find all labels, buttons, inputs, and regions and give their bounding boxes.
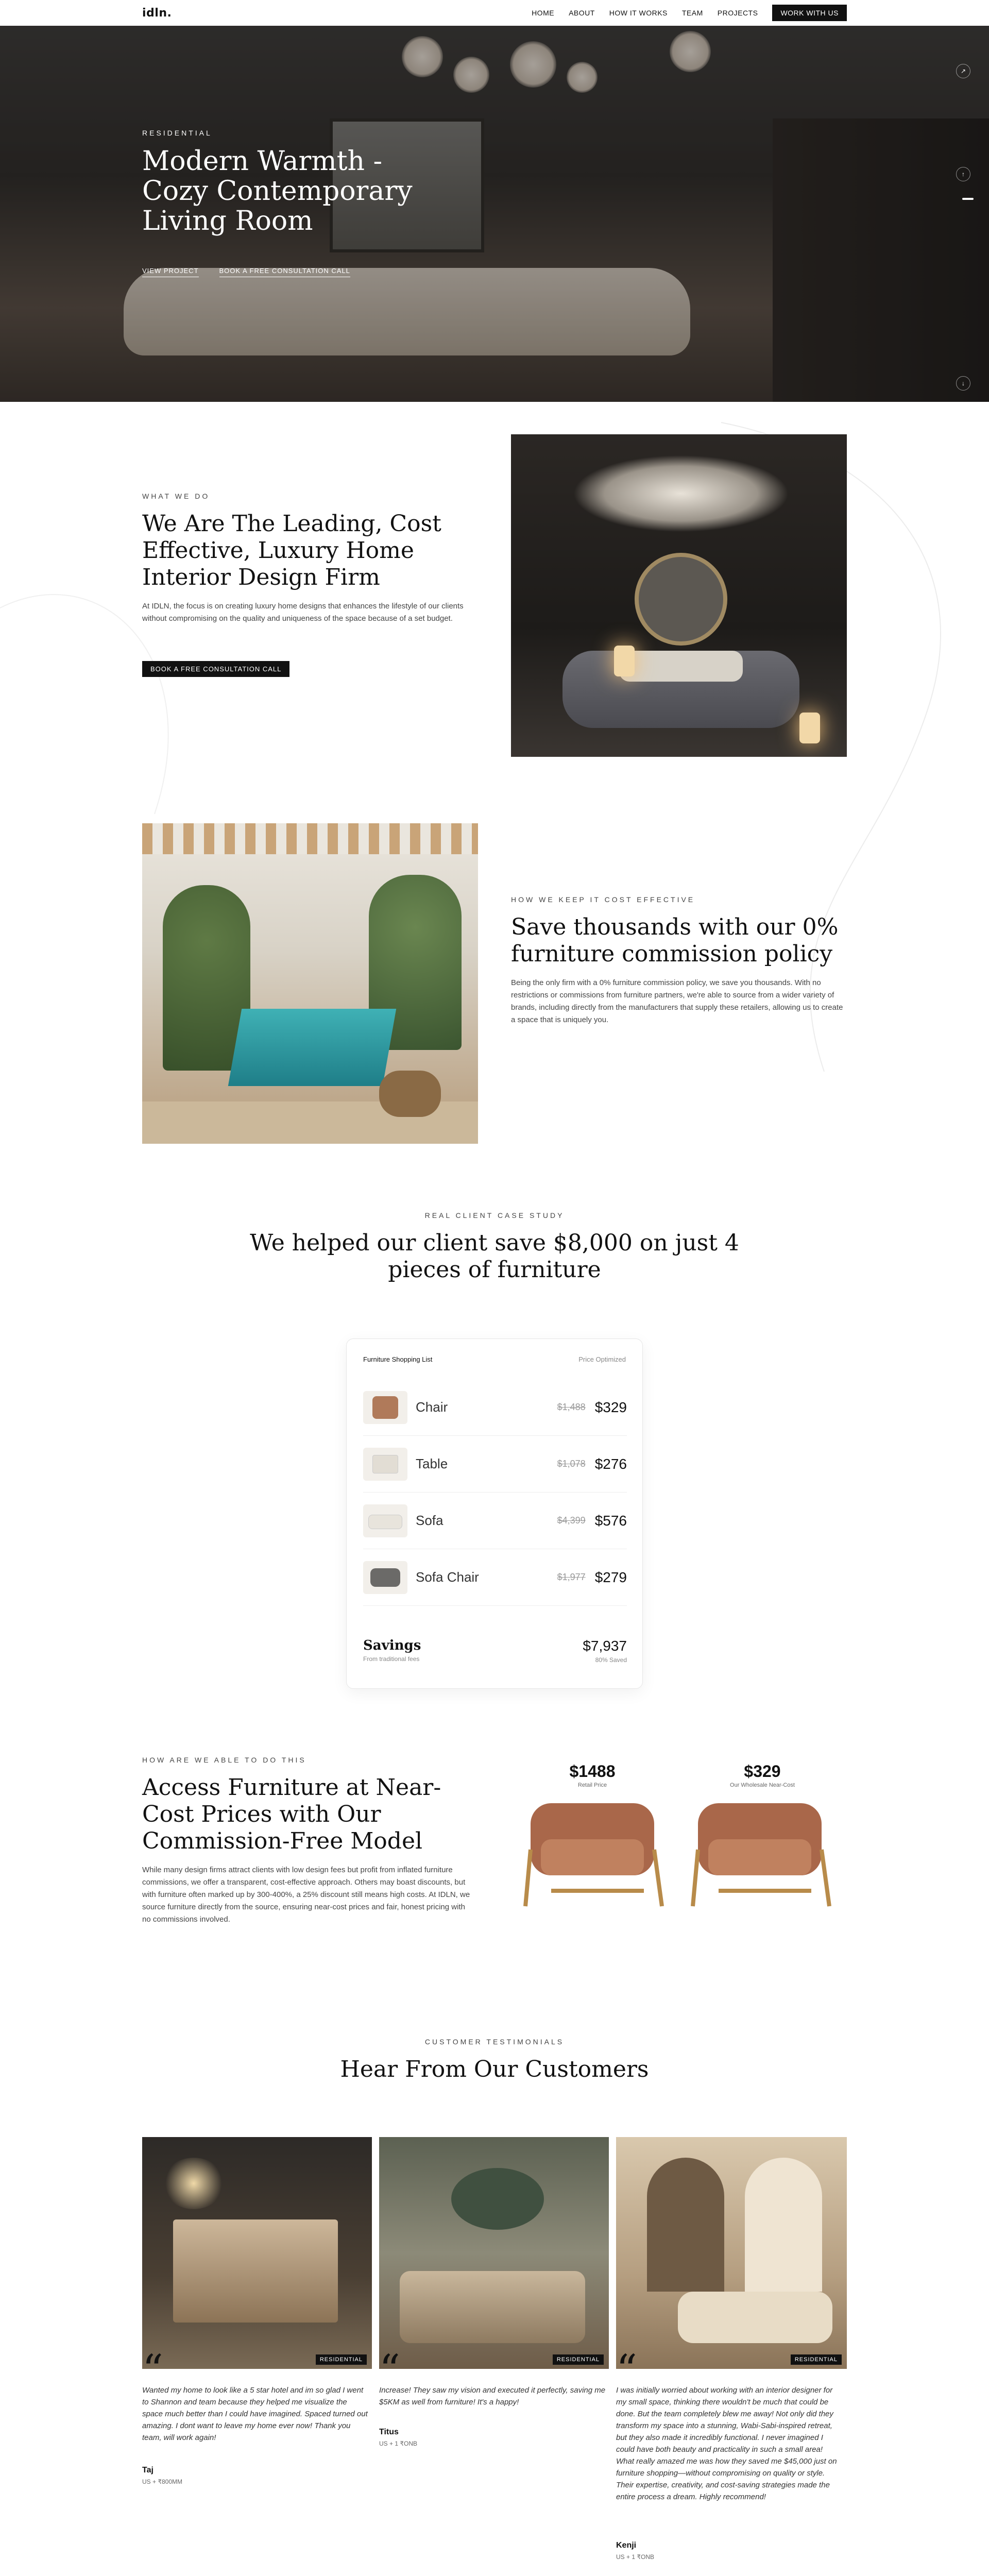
cost-effective-section — [511, 895, 846, 1026]
savings-sub: From traditional fees — [363, 1655, 420, 1663]
logo[interactable]: idln. — [142, 6, 172, 20]
card-title: Furniture Shopping List — [363, 1355, 433, 1363]
hero-section — [0, 26, 989, 402]
quote-icon: “ — [616, 2346, 637, 2394]
wholesale-price-block — [685, 1762, 840, 1788]
what-we-do-title: We Are The Leading, Cost Effective, Luxury Home Interior Design Firm — [142, 511, 441, 590]
testimonial-image — [142, 2137, 372, 2369]
testimonial-text: I was initially worried about working with an interior designer for my small space, thinking there wouldn't be much that could be done. But the team completely blew me away! Not only did they transform my space into a stunning, Wabi-Sabi-inspired retreat, but they also made it incredibly functional. I never imagined I could have both beauty and practicality in such a small area! What really amazed me was how they saved me $45,000 just on furniture shopping—without compromising on quality or style. Their expertise, creativity, and cost-saving strategies made the entire process a dream. Highly recommend! — [616, 2386, 837, 2501]
hero-content — [142, 129, 451, 277]
testimonial-badge: RESIDENTIAL — [791, 2354, 842, 2365]
work-with-us-button[interactable]: WORK WITH US — [772, 5, 847, 21]
testimonial-image — [379, 2137, 609, 2369]
hero-title: Modern Warmth - Cozy Contemporary Living Room — [142, 146, 413, 236]
what-we-do-cta-button[interactable]: BOOK A FREE CONSULTATION CALL — [142, 661, 289, 677]
chair-thumbnail — [363, 1391, 407, 1424]
access-body: While many design firms attract clients with low design fees but profit from inflated furniture commissions, we offer a transparent, cost-effective approach. Others may boast discounts, but with furniture often marked up by 300-400%, a 25% discount still means high costs. At IDLN, we source furniture directly from the source, ensuring near-cost prices and fair, honest pricing with no commissions involved. — [142, 1866, 470, 1924]
hero-expand-icon[interactable]: ↗ — [956, 64, 970, 78]
retail-price: $1488 — [569, 1762, 616, 1781]
nav-links — [532, 5, 847, 21]
pool-courtyard-image — [142, 823, 478, 1144]
nav-link-how-it-works[interactable]: HOW IT WORKS — [609, 9, 668, 17]
list-item: Sofa $4,399 $576 — [363, 1493, 627, 1549]
testimonial-text: Increase! They saw my vision and executed it perfectly, saving me $5KM as well from furniture! It's a happy! — [379, 2386, 606, 2406]
testimonials-header — [0, 2038, 989, 2083]
savings-row — [363, 1638, 627, 1664]
quote-icon: “ — [142, 2346, 163, 2394]
cost-effective-body: Being the only firm with a 0% furniture commission policy, we save you thousands. With no restrictions or commissions from furniture partners, we're able to source from a wider variety of brands, including directly from the manufacturers that supply these retailers, allowing us to create a space that is uniquely you. — [511, 978, 843, 1024]
savings-note: 80% Saved — [595, 1656, 627, 1664]
access-title: Access Furniture at Near-Cost Prices with Our Commission-Free Model — [142, 1774, 441, 1854]
testimonial-detail: US + 1 ₹ONB — [379, 2440, 417, 2447]
testimonials-title: Hear From Our Customers — [340, 2056, 649, 2082]
hero-next-icon[interactable]: ↓ — [956, 376, 970, 391]
hero-slide-indicator[interactable] — [962, 198, 974, 200]
hero-prev-icon[interactable]: ↑ — [956, 167, 970, 181]
what-we-do-eyebrow: WHAT WE DO — [142, 492, 210, 500]
testimonial-detail: US + 1 ₹ONB — [616, 2553, 654, 2561]
case-study-header — [0, 1211, 989, 1283]
savings-value: $7,937 — [583, 1638, 627, 1654]
testimonial-name: Kenji — [616, 2541, 637, 2550]
testimonials-eyebrow: CUSTOMER TESTIMONIALS — [424, 2038, 565, 2046]
testimonial-detail: US + ₹800MM — [142, 2478, 182, 2485]
card-subtitle: Price Optimized — [578, 1355, 626, 1363]
list-item: Sofa Chair $1,977 $279 — [363, 1549, 627, 1606]
list-item: Table $1,078 $276 — [363, 1436, 627, 1493]
case-study-title: We helped our client save $8,000 on just 4 pieces of furniture — [250, 1230, 739, 1283]
access-section — [142, 1756, 482, 1926]
nav-link-projects[interactable]: PROJECTS — [717, 9, 758, 17]
nav-link-team[interactable]: TEAM — [681, 9, 703, 17]
nav-link-about[interactable]: ABOUT — [569, 9, 595, 17]
testimonial-text: Wanted my home to look like a 5 star hotel and im so glad I went to Shannon and team because they helped me visualize the space much better than I could have imagined. Spaced turned out amazing. I dont want to leave my home ever now! Thank you team, will work again! — [142, 2386, 368, 2442]
list-item: Chair $1,488 $329 — [363, 1379, 627, 1436]
access-eyebrow: HOW ARE WE ABLE TO DO THIS — [142, 1756, 306, 1764]
hero-consultation-button[interactable]: BOOK A FREE CONSULTATION CALL — [219, 267, 350, 277]
retail-price-label: Retail Price — [577, 1782, 607, 1788]
cost-effective-title: Save thousands with our 0% furniture commission policy — [511, 914, 839, 967]
savings-label: Savings — [363, 1638, 421, 1653]
wholesale-price-label: Our Wholesale Near-Cost — [730, 1782, 795, 1788]
sofa-thumbnail — [363, 1504, 407, 1537]
sofa-chair-thumbnail — [363, 1561, 407, 1594]
view-project-button[interactable]: VIEW PROJECT — [142, 267, 199, 277]
table-thumbnail — [363, 1448, 407, 1481]
cost-effective-eyebrow: HOW WE KEEP IT COST EFFECTIVE — [511, 895, 695, 904]
testimonial-badge: RESIDENTIAL — [316, 2354, 367, 2365]
hero-tag: RESIDENTIAL — [142, 129, 212, 137]
what-we-do-section — [142, 492, 482, 677]
testimonial-name: Titus — [379, 2428, 399, 2436]
case-study-eyebrow: REAL CLIENT CASE STUDY — [424, 1211, 565, 1219]
what-we-do-body: At IDLN, the focus is on creating luxury home designs that enhances the lifestyle of our clients without compromising on the quality and uniqueness of the space because of a set budget. — [142, 602, 464, 623]
retail-armchair-image — [520, 1788, 670, 1911]
wholesale-price: $329 — [744, 1762, 781, 1781]
wholesale-armchair-image — [688, 1788, 837, 1911]
testimonial-name: Taj — [142, 2466, 154, 2475]
nav-link-home[interactable]: HOME — [532, 9, 555, 17]
retail-price-block — [515, 1762, 670, 1788]
testimonial-image — [616, 2137, 847, 2369]
quote-icon: “ — [379, 2346, 400, 2394]
testimonial-badge: RESIDENTIAL — [553, 2354, 604, 2365]
bedroom-image — [511, 434, 847, 757]
furniture-shopping-card — [346, 1338, 643, 1689]
top-nav — [0, 0, 989, 26]
